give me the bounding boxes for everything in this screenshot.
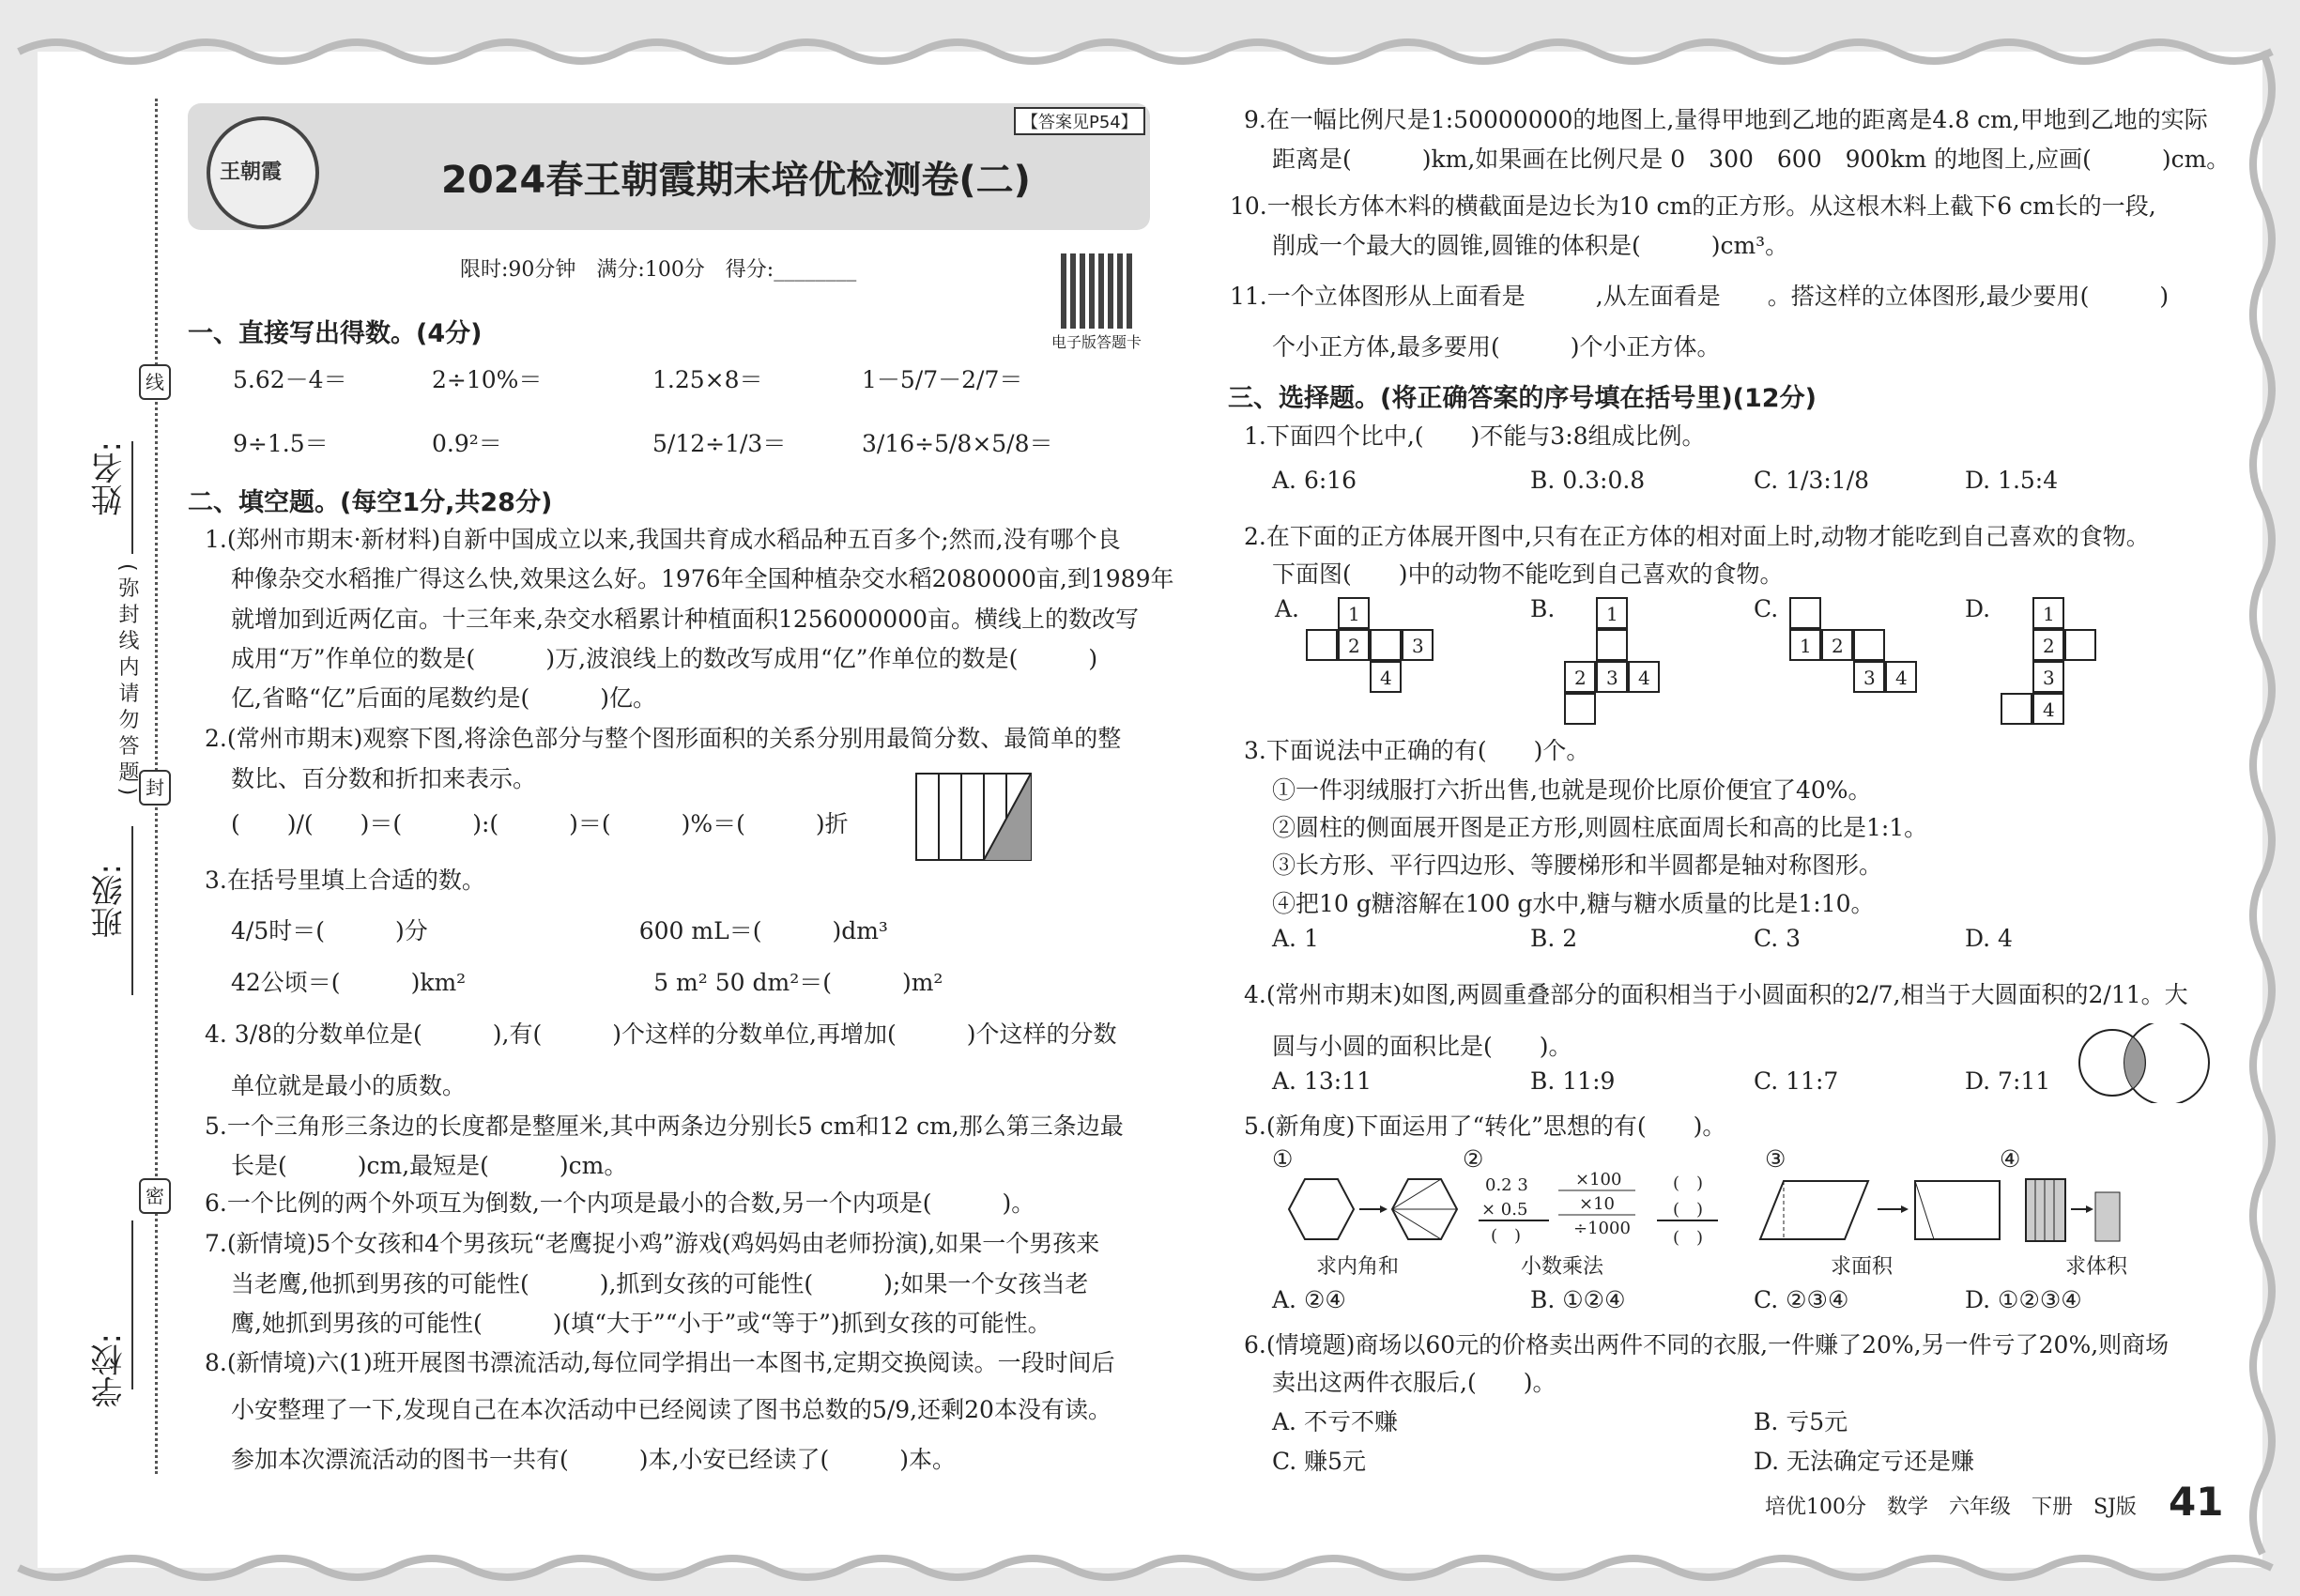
seal-line-mark: 线	[139, 364, 171, 400]
q4-option-d[interactable]: D. 7:11	[1965, 1067, 2051, 1095]
section-3-title: 三、选择题。(将正确答案的序号填在括号里)(12分)	[1228, 384, 1817, 413]
fill-blank-line: 42公顷＝( )km² 5 m² 50 dm²＝( )m²	[231, 969, 943, 996]
fill-blank-line: 单位就是最小的质数。	[231, 1072, 467, 1099]
net-d-4: 4	[2043, 698, 2055, 721]
calc-2-4: 3/16÷5/8×5/8＝	[862, 430, 1053, 457]
right-question-line: 个小正方体,最多要用( )个小正方体。	[1272, 333, 1721, 361]
fill-blank-line: 8.(新情境)六(1)班开展图书漂流活动,每位同学捐出一本图书,定期交换阅读。一段时间后	[205, 1349, 1115, 1376]
q5-calc-9: ( )	[1673, 1228, 1704, 1248]
q3-statement-2: ②圆柱的侧面展开图是正方形,则圆柱底面周长和高的比是1:1。	[1272, 814, 1928, 841]
net-c-4: 4	[1895, 667, 1908, 689]
seal-mi-mark: 密	[139, 1178, 171, 1214]
q5-calc-7: ( )	[1673, 1174, 1704, 1193]
cube-net-c	[1788, 596, 1920, 699]
q5-caption-2: 小数乘法	[1521, 1255, 1604, 1279]
logo-text: 王朝霞	[220, 160, 283, 184]
net-d-2: 2	[2043, 635, 2055, 657]
choice-q6-b: 卖出这两件衣服后,( )。	[1272, 1369, 1556, 1396]
net-c-1: 1	[1800, 635, 1812, 657]
fill-blank-line: 4. 3/8的分数单位是( ),有( )个这样的分数单位,再增加( )个这样的分数	[205, 1021, 1117, 1048]
calc-2-2: 0.9²＝	[432, 430, 502, 457]
q5-label-4: ④	[2000, 1145, 2021, 1173]
two-circles-figure	[2075, 1023, 2216, 1103]
section-2-title: 二、填空题。(每空1分,共28分)	[188, 488, 553, 517]
q1-option-a[interactable]: A. 6:16	[1272, 467, 1357, 494]
q5-caption-3: 求面积	[1831, 1255, 1894, 1279]
title-banner	[188, 103, 1150, 230]
fill-blank-line: 种像杂交水稻推广得这么快,效果这么好。1976年全国种植杂交水稻2080000亩,到1989年	[231, 565, 1174, 592]
net-a-4: 4	[1380, 667, 1392, 689]
q2-option-b[interactable]: B.	[1530, 595, 1556, 622]
fill-blank-line: 2.(常州市期末)观察下图,将涂色部分与整个图形面积的关系分别用最简分数、最简单的整	[205, 725, 1122, 752]
exam-title: 2024春王朝霞期末培优检测卷(二)	[441, 159, 1031, 202]
q5-calc-8: ( )	[1673, 1200, 1704, 1220]
cube-net-d	[2000, 596, 2103, 732]
net-b-4: 4	[1638, 667, 1650, 689]
seal-note: (弥封线内请勿答题)	[115, 563, 139, 802]
q2-option-d[interactable]: D.	[1965, 595, 1991, 622]
fill-blank-line: 鹰,她抓到男孩的可能性( )(填“大于”“小于”或“等于”)抓到女孩的可能性。	[231, 1310, 1051, 1337]
q5-option-b[interactable]: B. ①②④	[1530, 1286, 1626, 1313]
q6-option-a[interactable]: A. 不亏不赚	[1272, 1408, 1398, 1435]
calc-1-2: 2÷10%＝	[432, 366, 543, 393]
q5-label-3: ③	[1765, 1145, 1786, 1173]
fill-blank-line: 5.一个三角形三条边的长度都是整厘米,其中两条边分别长5 cm和12 cm,那么第三条边最	[205, 1113, 1124, 1140]
net-a-2: 2	[1348, 635, 1360, 657]
net-b-2: 2	[1574, 667, 1587, 689]
q4-option-b[interactable]: B. 11:9	[1530, 1067, 1616, 1095]
q5-option-d[interactable]: D. ①②③④	[1965, 1286, 2082, 1313]
q4-option-a[interactable]: A. 13:11	[1272, 1067, 1372, 1095]
right-question-line: 距离是( )km,如果画在比例尺是 0 300 600 900km 的地图上,应画( )cm。	[1272, 146, 2231, 173]
calc-1-4: 1－5/7－2/7＝	[862, 366, 1023, 393]
net-a-3: 3	[1412, 635, 1424, 657]
q5-calc-1: 0.2 3	[1485, 1175, 1528, 1195]
page-number: 41	[2169, 1479, 2224, 1525]
q5-caption-1: 求内角和	[1316, 1255, 1400, 1279]
choice-q4-a: 4.(常州市期末)如图,两圆重叠部分的面积相当于小圆面积的2/7,相当于大圆面积的2/11。大	[1244, 981, 2188, 1008]
choice-q3: 3.下面说法中正确的有( )个。	[1244, 737, 1590, 764]
fill-blank-line: 小安整理了一下,发现自己在本次活动中已经阅读了图书总数的5/9,还剩20本没有读。	[231, 1396, 1112, 1423]
fill-blank-line: 当老鹰,他抓到男孩的可能性( ),抓到女孩的可能性( );如果一个女孩当老	[231, 1270, 1089, 1297]
qr-code-icon[interactable]	[1061, 253, 1136, 329]
fill-blank-line: 3.在括号里填上合适的数。	[205, 867, 485, 894]
choice-q2-a: 2.在下面的正方体展开图中,只有在正方体的相对面上时,动物才能吃到自己喜欢的食物。	[1244, 523, 2150, 550]
fill-blank-line: 参加本次漂流活动的图书一共有( )本,小安已经读了( )本。	[231, 1446, 956, 1473]
net-b-3: 3	[1606, 667, 1618, 689]
q3-option-d[interactable]: D. 4	[1965, 925, 2013, 952]
q5-calc-2: × 0.5	[1481, 1200, 1528, 1220]
fill-blank-line: 成用“万”作单位的数是( )万,波浪线上的数改写成用“亿”作单位的数是( )	[231, 645, 1098, 672]
q5-calc-6: ÷1000	[1573, 1219, 1631, 1238]
answer-reference: 【答案见P54】	[1014, 107, 1145, 135]
choice-q1: 1.下面四个比中,( )不能与3:8组成比例。	[1244, 422, 1706, 450]
q3-option-a[interactable]: A. 1	[1272, 925, 1319, 952]
cube-net-a	[1305, 596, 1436, 699]
school-label: 学校:	[91, 1333, 129, 1408]
choice-q6-a: 6.(情境题)商场以60元的价格卖出两件不同的衣服,一件赚了20%,另一件亏了20%,则商场	[1244, 1331, 2170, 1358]
calc-2-1: 9÷1.5＝	[233, 430, 329, 457]
q3-option-b[interactable]: B. 2	[1530, 925, 1578, 952]
fill-blank-line: 1.(郑州市期末·新材料)自新中国成立以来,我国共育成水稻品种五百多个;然而,没有哪个良	[205, 526, 1121, 553]
calc-1-1: 5.62－4＝	[233, 366, 347, 393]
fill-blank-line: 长是( )cm,最短是( )cm。	[231, 1152, 628, 1179]
q4-option-c[interactable]: C. 11:7	[1754, 1067, 1839, 1095]
q2-option-a[interactable]: A.	[1275, 595, 1300, 622]
q5-calc-4: ×100	[1575, 1172, 1622, 1189]
net-a-1: 1	[1348, 603, 1360, 625]
fill-blank-line: ( )/( )＝( ):( )＝( )%＝( )折	[231, 810, 849, 837]
right-question-line: 11.一个立体图形从上面看是 ,从左面看是 。搭这样的立体图形,最少要用( )	[1230, 283, 2170, 310]
net-b-1: 1	[1606, 603, 1618, 625]
q5-calc-3: ( )	[1491, 1226, 1522, 1246]
cube-net-b	[1563, 596, 1694, 732]
choice-q2-b: 下面图( )中的动物不能吃到自己喜欢的食物。	[1272, 560, 1784, 588]
q6-option-c[interactable]: C. 赚5元	[1272, 1448, 1367, 1475]
net-c-3: 3	[1863, 667, 1876, 689]
name-label: 姓名:	[91, 441, 129, 516]
fill-blank-line: 7.(新情境)5个女孩和4个男孩玩“老鹰捉小鸡”游戏(鸡妈妈由老师扮演),如果一个男孩来	[205, 1230, 1100, 1257]
q5-label-2: ②	[1463, 1145, 1484, 1173]
q3-statement-1: ①一件羽绒服打六折出售,也就是现价比原价便宜了40%。	[1272, 776, 1872, 804]
net-d-1: 1	[2043, 603, 2055, 625]
fill-blank-line: 就增加到近两亿亩。十三年来,杂交水稻累计种植面积1256000000亩。横线上的数改写	[231, 606, 1140, 633]
q6-option-d[interactable]: D. 无法确定亏还是赚	[1754, 1448, 1975, 1475]
page-footer: 培优100分 数学 六年级 下册 SJ版	[1765, 1496, 2137, 1519]
net-d-3: 3	[2043, 667, 2055, 689]
q1-option-b[interactable]: B. 0.3:0.8	[1530, 467, 1646, 494]
calc-1-3: 1.25×8＝	[652, 366, 763, 393]
choice-q4-b: 圆与小圆的面积比是( )。	[1272, 1033, 1572, 1060]
q3-statement-3: ③长方形、平行四边形、等腰梯形和半圆都是轴对称图形。	[1272, 852, 1883, 879]
right-question-line: 9.在一幅比例尺是1:50000000的地图上,量得甲地到乙地的距离是4.8 cm,甲地到乙地的实际	[1244, 106, 2208, 133]
fill-blank-line: 数比、百分数和折扣来表示。	[231, 765, 537, 792]
q5-option-a[interactable]: A. ②④	[1272, 1286, 1346, 1313]
q5-option-c[interactable]: C. ②③④	[1754, 1286, 1849, 1313]
right-question-line: 10.一根长方体木料的横截面是边长为10 cm的正方形。从这根木料上截下6 cm长的一段,	[1230, 192, 2156, 220]
net-c-2: 2	[1832, 635, 1844, 657]
section-1-title: 一、直接写出得数。(4分)	[188, 319, 483, 348]
qr-label: 电子版答题卡	[1051, 333, 1142, 351]
fill-blank-line: 6.一个比例的两个外项互为倒数,一个内项是最小的合数,另一个内项是( )。	[205, 1189, 1035, 1217]
q5-calc-5: ×10	[1579, 1194, 1615, 1214]
fill-blank-line: 4/5时＝( )分 600 mL＝( )dm³	[231, 917, 888, 944]
q5-label-1: ①	[1272, 1145, 1294, 1173]
q3-statement-4: ④把10 g糖溶解在100 g水中,糖与糖水质量的比是1:10。	[1272, 890, 1875, 917]
class-label: 班级:	[91, 864, 129, 939]
right-question-line: 削成一个最大的圆锥,圆锥的体积是( )cm³。	[1272, 232, 1789, 259]
brand-logo	[207, 116, 319, 229]
choice-q5: 5.(新角度)下面运用了“转化”思想的有( )。	[1244, 1113, 1726, 1140]
transformation-figures	[1277, 1172, 2122, 1256]
calc-2-3: 5/12÷1/3＝	[652, 430, 787, 457]
q2-option-c[interactable]: C.	[1754, 595, 1779, 622]
exam-info: 限时:90分钟 满分:100分 得分:________	[460, 258, 857, 282]
q1-option-d[interactable]: D. 1.5:4	[1965, 467, 2059, 494]
q1-option-c[interactable]: C. 1/3:1/8	[1754, 467, 1870, 494]
q3-option-c[interactable]: C. 3	[1754, 925, 1802, 952]
shaded-rectangle-figure	[915, 773, 1033, 862]
q6-option-b[interactable]: B. 亏5元	[1754, 1408, 1848, 1435]
seal-feng-mark: 封	[139, 770, 171, 806]
q5-caption-4: 求体积	[2065, 1255, 2128, 1279]
fill-blank-line: 亿,省略“亿”后面的尾数约是( )亿。	[231, 684, 657, 712]
